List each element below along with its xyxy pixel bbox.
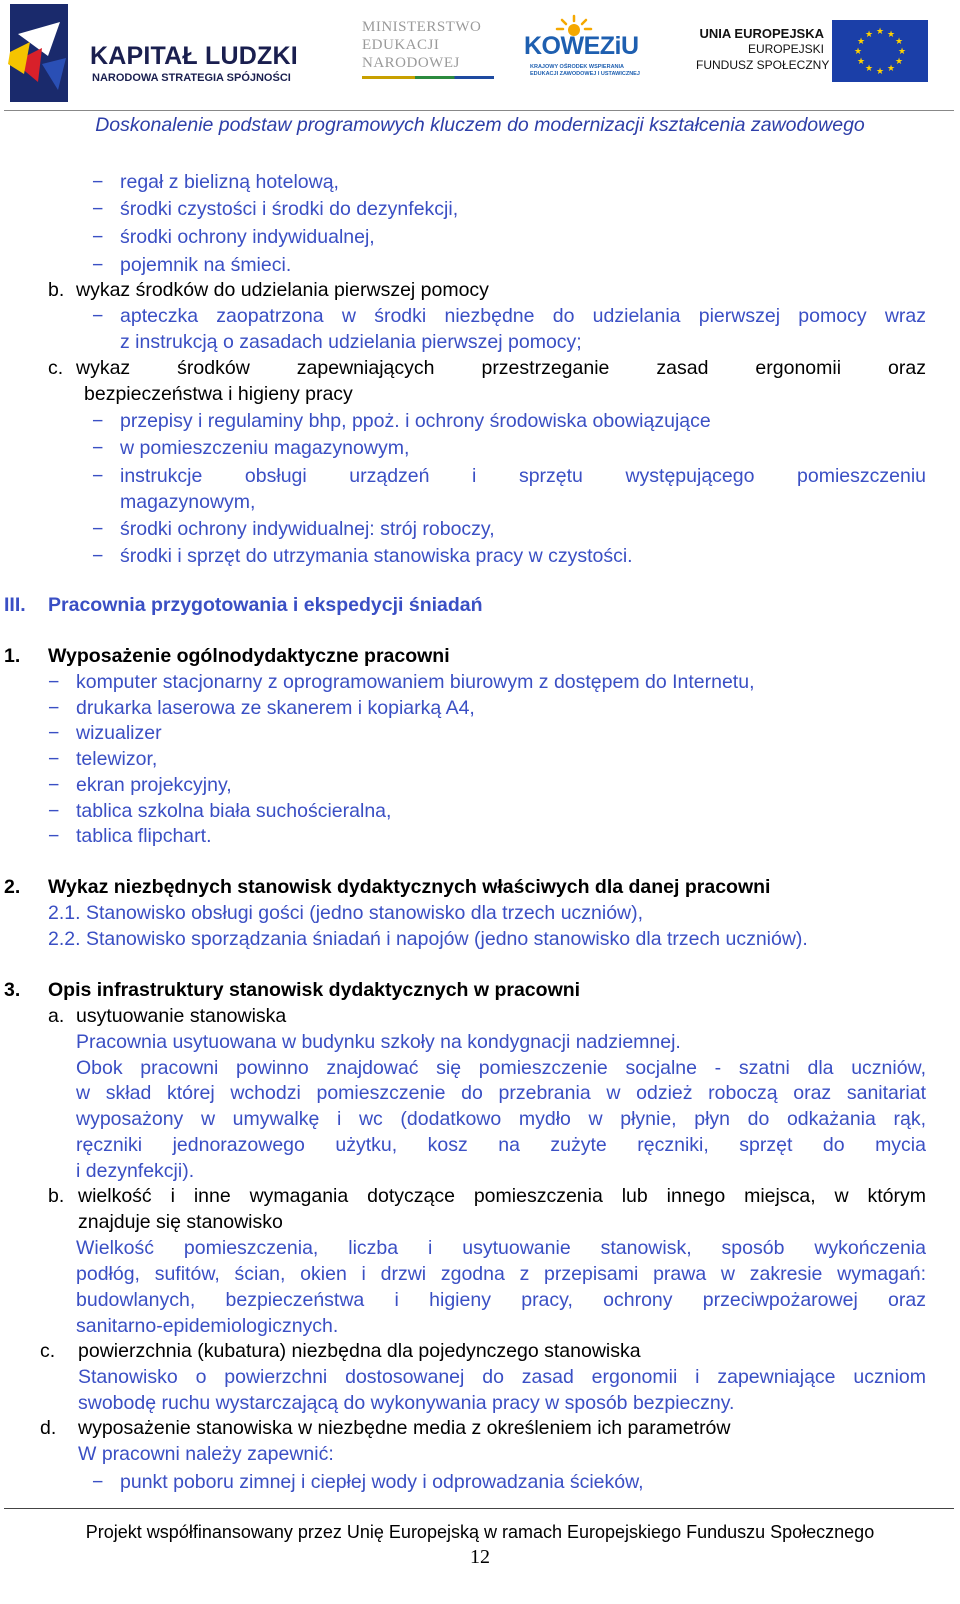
- svg-text:★: ★: [894, 57, 904, 67]
- dash-bullet: −: [92, 1471, 104, 1493]
- page-number: 12: [470, 1546, 490, 1568]
- list-item: środki i sprzęt do utrzymania stanowiska pracy w czystości.: [120, 545, 633, 567]
- list-item: regał z bielizną hotelową,: [120, 171, 339, 193]
- item-a-title: usytuowanie stanowiska: [76, 1005, 287, 1027]
- list-item: środki czystości i środki do dezynfekcji,: [120, 198, 459, 220]
- paragraph-line: Wielkość pomieszczenia, liczba i usytuowanie stanowisk, sposób wykończenia: [76, 1237, 926, 1259]
- dash-bullet: −: [92, 465, 104, 487]
- item-b2-title-continuation: znajduje się stanowisko: [78, 1211, 283, 1233]
- list-item: przepisy i regulaminy bhp, ppoż. i ochrony środowiska obowiązujące: [120, 410, 711, 432]
- list-item: telewizor,: [76, 748, 158, 770]
- section-title: Pracownia przygotowania i ekspedycji śniadań: [48, 594, 483, 616]
- dash-bullet: −: [92, 198, 104, 220]
- heading-number: 2.: [4, 876, 21, 898]
- ue-line3: FUNDUSZ SPOŁECZNY: [696, 58, 830, 72]
- heading-title: Opis infrastruktury stanowisk dydaktycznych w pracowni: [48, 979, 581, 1001]
- koweziu-title: KOWEZiU: [524, 32, 639, 60]
- heading-number: 1.: [4, 645, 21, 667]
- item-c2-title: powierzchnia (kubatura) niezbędna dla pojedynczego stanowiska: [78, 1340, 641, 1362]
- list-item: środki ochrony indywidualnej: strój roboczy,: [120, 518, 495, 540]
- svg-text:★: ★: [894, 37, 904, 47]
- list-item-continuation: z instrukcją o zasadach udzielania pierwszej pomocy;: [120, 331, 582, 353]
- ministerstwo-line3: NARODOWEJ: [362, 55, 460, 71]
- svg-text:★: ★: [864, 30, 874, 40]
- paragraph-line: podłóg, sufitów, ścian, okien i drzwi zgodna z przepisami prawa w zakresie wymagań:: [76, 1263, 926, 1285]
- list-item: 2.2. Stanowisko sporządzania śniadań i napojów (jedno stanowisko dla trzech uczniów).: [48, 928, 808, 950]
- paragraph-line: ręczniki jednorazowego użytku, kosz na zużyte ręczniki, sprzęt do mycia: [76, 1134, 926, 1156]
- svg-text:★: ★: [886, 30, 896, 40]
- paragraph-line: wyposażony w umywalkę i wc (dodatkowo mydło w płynie, płyn do odkażania rąk,: [76, 1108, 926, 1130]
- ministerstwo-color-bar: [362, 76, 494, 79]
- list-item: pojemnik na śmieci.: [120, 254, 292, 276]
- logos-header: [0, 0, 960, 112]
- ministerstwo-line1: MINISTERSTWO: [362, 19, 482, 35]
- item-d-title: wyposażenie stanowiska w niezbędne media z określeniem ich parametrów: [78, 1417, 731, 1439]
- document-title: Doskonalenie podstaw programowych kluczem do modernizacji kształcenia zawodowego: [95, 114, 865, 136]
- heading-title: Wyposażenie ogólnodydaktyczne pracowni: [48, 645, 450, 667]
- dash-bullet: −: [92, 305, 104, 327]
- kapital-ludzki-logo: [4, 4, 340, 104]
- dash-bullet: −: [48, 800, 60, 822]
- paragraph-line: sanitarno-epidemiologicznych.: [76, 1315, 339, 1337]
- eu-flag-icon: [832, 20, 928, 82]
- paragraph-line: W pracowni należy zapewnić:: [78, 1443, 334, 1465]
- dash-bullet: −: [48, 697, 60, 719]
- paragraph-line: Stanowisko o powierzchni dostosowanej do zasad ergonomii i zapewniające uczniom: [78, 1366, 926, 1388]
- section-number: III.: [4, 594, 26, 616]
- ministerstwo-logo: [362, 18, 502, 88]
- item-c-label: c.: [48, 357, 64, 379]
- list-item: komputer stacjonarny z oprogramowaniem biurowym z dostępem do Internetu,: [76, 671, 755, 693]
- dash-bullet: −: [92, 410, 104, 432]
- paragraph-line: Obok pracowni powinno znajdować się pomieszczenie socjalne - szatni dla uczniów,: [76, 1057, 926, 1079]
- heading-number: 3.: [4, 979, 21, 1001]
- item-c2-label: c.: [40, 1340, 56, 1362]
- list-item: 2.1. Stanowisko obsługi gości (jedno stanowisko dla trzech uczniów),: [48, 902, 644, 924]
- unia-europejska-logo: [696, 20, 932, 84]
- svg-text:★: ★: [875, 67, 885, 77]
- item-b2-title: wielkość i inne wymagania dotyczące pomieszczenia lub innego miejsca, w którym: [78, 1185, 926, 1207]
- ue-line1: UNIA EUROPEJSKA: [699, 26, 824, 41]
- ue-line2: EUROPEJSKI: [747, 42, 824, 56]
- svg-text:★: ★: [886, 64, 896, 74]
- koweziu-subtitle: [530, 64, 640, 78]
- dash-bullet: −: [48, 671, 60, 693]
- list-item: instrukcje obsługi urządzeń i sprzętu występującego pomieszczeniu: [120, 465, 926, 487]
- dash-bullet: −: [92, 518, 104, 540]
- header-divider: [4, 110, 954, 111]
- dash-bullet: −: [48, 774, 60, 796]
- ministerstwo-line2: EDUKACJI: [362, 37, 440, 53]
- koweziu-logo: [524, 14, 644, 94]
- svg-text:★: ★: [864, 64, 874, 74]
- list-item: tablica szkolna biała suchościeralna,: [76, 800, 392, 822]
- list-item: apteczka zaopatrzona w środki niezbędne do udzielania pierwszej pomocy wraz: [120, 305, 926, 327]
- list-item: ekran projekcyjny,: [76, 774, 232, 796]
- list-item: drukarka laserowa ze skanerem i kopiarką A4,: [76, 697, 475, 719]
- svg-text:★: ★: [856, 37, 866, 47]
- item-c-text-continuation: bezpieczeństwa i higieny pracy: [84, 383, 353, 405]
- paragraph-line: budowlanych, bezpieczeństwa i higieny pracy, ochrony przeciwpożarowej oraz: [76, 1289, 926, 1311]
- koweziu-sub-line1: KRAJOWY OŚRODEK WSPIERANIA: [530, 64, 625, 70]
- dash-bullet: −: [92, 226, 104, 248]
- list-item: w pomieszczeniu magazynowym,: [120, 437, 410, 459]
- footer-divider: [4, 1508, 954, 1509]
- dash-bullet: −: [48, 748, 60, 770]
- dash-bullet: −: [48, 825, 60, 847]
- svg-text:★: ★: [856, 57, 866, 67]
- kapital-ludzki-subtitle: NARODOWA STRATEGIA SPÓJNOŚCI: [92, 72, 291, 84]
- kapital-ludzki-emblem-icon: [8, 4, 70, 102]
- svg-text:★: ★: [897, 47, 907, 57]
- item-c-text: wykaz środków zapewniających przestrzeganie zasad ergonomii oraz: [76, 357, 926, 379]
- dash-bullet: −: [92, 254, 104, 276]
- dash-bullet: −: [92, 437, 104, 459]
- paragraph-line: w skład której wchodzi pomieszczenie do przebrania w odzież roboczą oraz sanitariat: [76, 1082, 926, 1104]
- item-b2-label: b.: [48, 1185, 65, 1207]
- svg-text:★: ★: [875, 27, 885, 37]
- dash-bullet: −: [92, 171, 104, 193]
- dash-bullet: −: [48, 722, 60, 744]
- paragraph-line: i dezynfekcji).: [76, 1160, 195, 1182]
- item-b-text: wykaz środków do udzielania pierwszej pomocy: [76, 279, 489, 301]
- paragraph-line: swobodę ruchu wystarczającą do wykonywania pracy w sposób bezpieczny.: [78, 1392, 735, 1414]
- koweziu-sub-line2: EDUKACJI ZAWODOWEJ I USTAWICZNEJ: [530, 71, 640, 77]
- item-b-label: b.: [48, 279, 65, 301]
- paragraph-line: Pracownia usytuowana w budynku szkoły na kondygnacji nadziemnej.: [76, 1031, 681, 1053]
- list-item: środki ochrony indywidualnej,: [120, 226, 375, 248]
- list-item-continuation: magazynowym,: [120, 491, 256, 513]
- ue-text: [696, 26, 830, 73]
- list-item: punkt poboru zimnej i ciepłej wody i odprowadzania ścieków,: [120, 1471, 644, 1493]
- item-a-label: a.: [48, 1005, 65, 1027]
- list-item: wizualizer: [76, 722, 162, 744]
- kapital-ludzki-title: KAPITAŁ LUDZKI: [90, 42, 298, 70]
- svg-text:★: ★: [853, 47, 863, 57]
- dash-bullet: −: [92, 545, 104, 567]
- heading-title: Wykaz niezbędnych stanowisk dydaktycznych właściwych dla danej pracowni: [48, 876, 771, 898]
- list-item: tablica flipchart.: [76, 825, 212, 847]
- item-d-label: d.: [40, 1417, 57, 1439]
- footer-text: Projekt współfinansowany przez Unię Europejską w ramach Europejskiego Funduszu Społecznego: [85, 1522, 875, 1542]
